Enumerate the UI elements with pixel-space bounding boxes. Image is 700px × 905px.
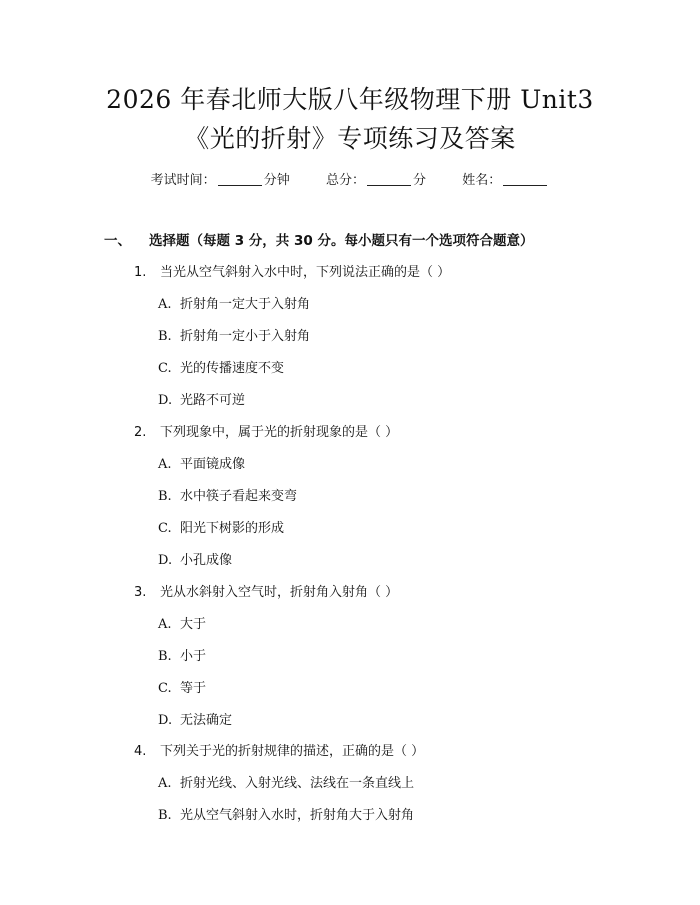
option-letter: D. — [158, 393, 173, 408]
option-letter: B. — [158, 649, 172, 664]
question-3 — [134, 581, 398, 600]
option-3c — [158, 677, 206, 696]
question-4 — [134, 740, 424, 759]
option-3b — [158, 645, 206, 664]
question-number: 4. — [134, 744, 147, 759]
option-letter: D. — [158, 713, 173, 728]
question-2 — [134, 421, 398, 440]
question-number: 2. — [134, 425, 147, 440]
option-2c — [158, 517, 284, 536]
option-text: 折射角一定小于入射角 — [180, 329, 311, 344]
option-text: 无法确定 — [180, 713, 233, 728]
option-text: 阳光下树影的形成 — [180, 521, 285, 536]
option-letter: D. — [158, 553, 173, 568]
option-1c — [158, 357, 284, 376]
option-text: 折射角一定大于入射角 — [180, 297, 311, 312]
exam-meta — [0, 169, 700, 188]
option-text: 平面镜成像 — [180, 457, 246, 472]
option-letter: A. — [158, 457, 172, 472]
option-3a — [158, 613, 206, 632]
option-text: 光路不可逆 — [180, 393, 246, 408]
option-letter: C. — [158, 521, 172, 536]
option-text: 小孔成像 — [180, 553, 233, 568]
option-1b — [158, 325, 310, 344]
name-blank — [503, 173, 547, 186]
option-2d — [158, 549, 232, 568]
option-letter: A. — [158, 297, 172, 312]
option-letter: C. — [158, 681, 172, 696]
option-2a — [158, 453, 245, 472]
option-text: 小于 — [180, 649, 207, 664]
option-letter: A. — [158, 776, 172, 791]
name-label: 姓名： — [462, 173, 502, 188]
option-4b — [158, 804, 414, 823]
time-label: 考试时间： — [150, 173, 216, 188]
option-letter: B. — [158, 329, 172, 344]
option-text: 水中筷子看起来变弯 — [180, 489, 298, 504]
time-unit: 分钟 — [263, 173, 290, 188]
page-title-line1: 2026 年春北师大版八年级物理下册 Unit3 — [106, 85, 594, 114]
option-letter: B. — [158, 489, 172, 504]
score-unit: 分 — [413, 173, 427, 188]
option-2b — [158, 485, 297, 504]
question-1 — [134, 261, 450, 280]
option-text: 折射光线、入射光线、法线在一条直线上 — [180, 776, 415, 791]
option-text: 大于 — [180, 617, 207, 632]
score-label: 总分： — [325, 173, 365, 188]
question-text: 光从水斜射入空气时，折射角入射角（ ） — [160, 585, 399, 600]
option-text: 光从空气斜射入水时，折射角大于入射角 — [180, 808, 415, 823]
option-letter: C. — [158, 361, 172, 376]
option-text: 光的传播速度不变 — [180, 361, 285, 376]
option-4a — [158, 772, 414, 791]
option-letter: B. — [158, 808, 172, 823]
option-3d — [158, 709, 232, 728]
section-heading — [104, 229, 533, 249]
section-number: 一、 — [104, 233, 131, 249]
question-number: 3. — [134, 585, 147, 600]
score-blank — [367, 173, 411, 186]
option-text: 等于 — [180, 681, 207, 696]
question-text: 当光从空气斜射入水中时，下列说法正确的是（ ） — [160, 265, 451, 280]
page-title-line2: 《光的折射》专项练习及答案 — [184, 124, 516, 153]
question-text: 下列关于光的折射规律的描述，正确的是（ ） — [160, 744, 425, 759]
option-letter: A. — [158, 617, 172, 632]
option-1d — [158, 389, 245, 408]
question-number: 1. — [134, 265, 147, 280]
question-text: 下列现象中，属于光的折射现象的是（ ） — [160, 425, 399, 440]
section-title: 选择题（每题 3 分，共 30 分。每小题只有一个选项符合题意） — [149, 233, 534, 249]
time-blank — [218, 173, 262, 186]
option-1a — [158, 293, 310, 312]
